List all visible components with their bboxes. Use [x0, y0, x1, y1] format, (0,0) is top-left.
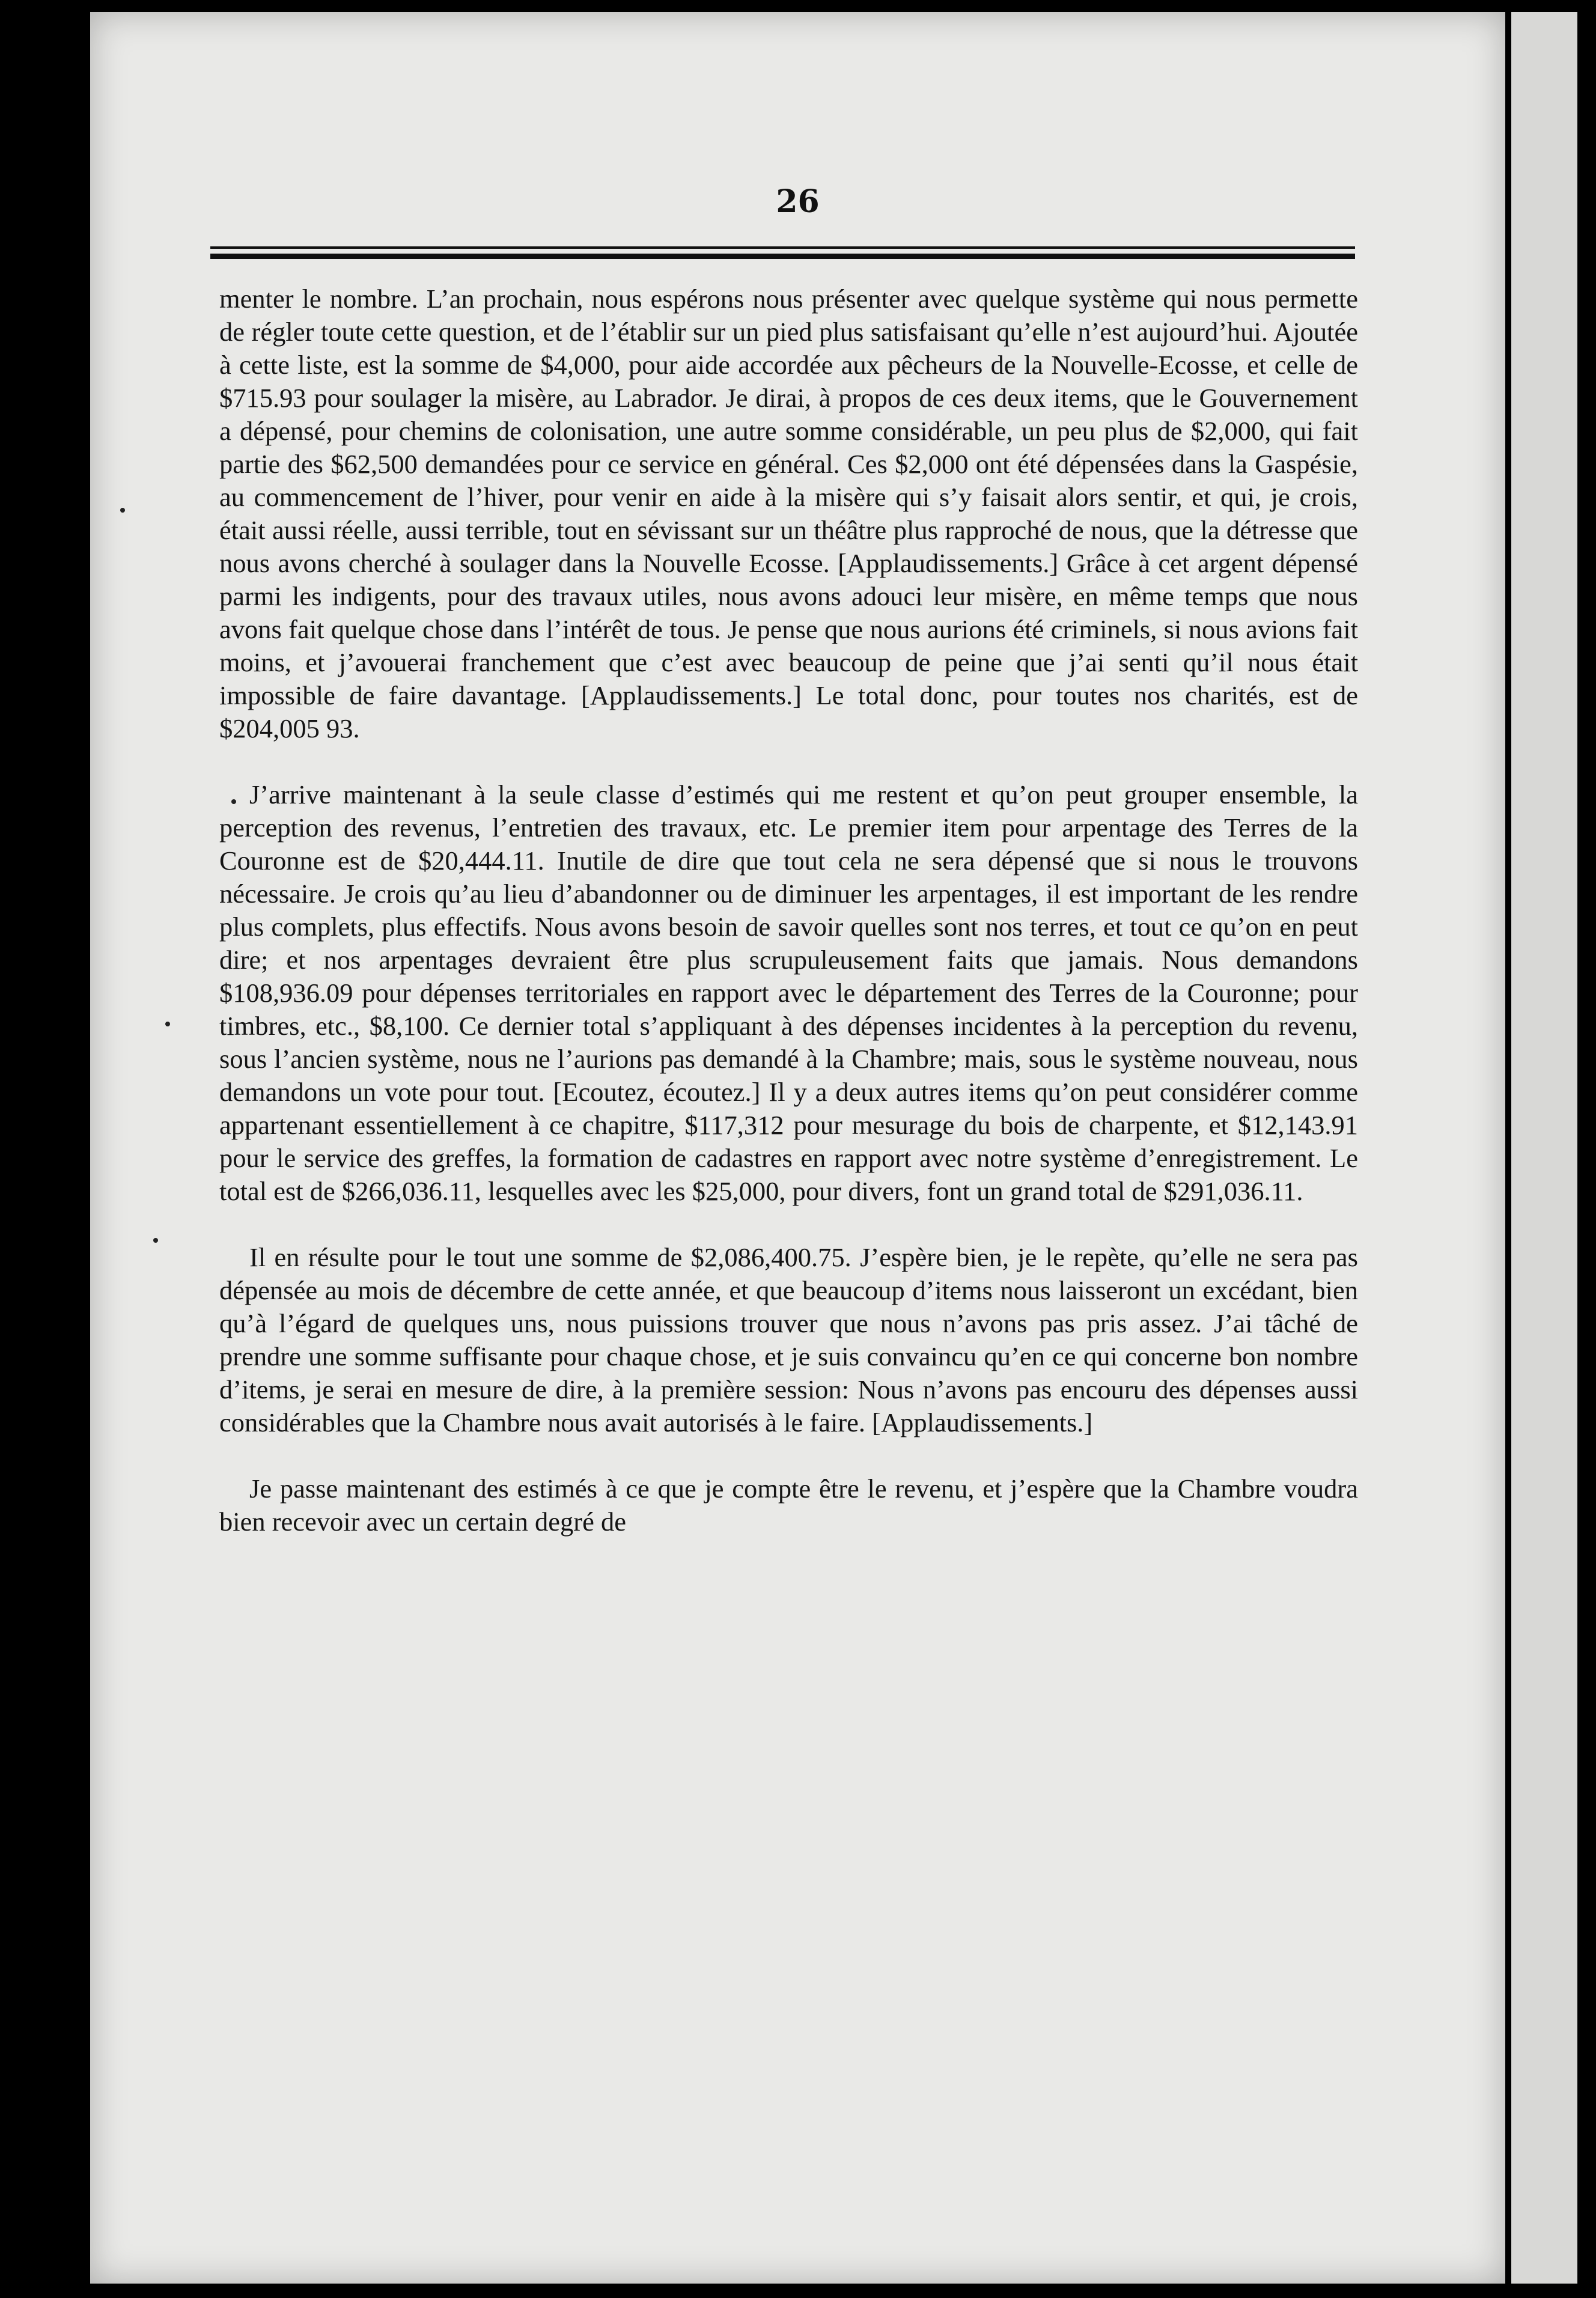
- paragraph-4: Je passe maintenant des estimés à ce que je compte être le revenu, et j’espère que la Chambre voudra bien recevoir avec un certain degré de: [219, 1474, 1358, 1537]
- scan-speck: [120, 508, 125, 513]
- adjacent-page-edge: [1511, 12, 1577, 2284]
- header-rule-thick: [210, 254, 1355, 259]
- scan-speck: [231, 799, 236, 804]
- paragraph-3: Il en résulte pour le tout une somme de $2,086,400.75. J’espère bien, je le repète, qu’elle ne sera pas dépensée au mois de décembre de cette année, et que beaucoup d’items nous laisseront un excédant, bien qu’à l’égard de quelques uns, nous puissions trouver que nous n’avons pas pris assez. J’ai tâché de prendre une somme suffisante pour chaque chose, et je suis convaincu qu’en ce qui concerne bon nombre d’items, je serai en mesure de dire, à la première session: Nous n’avons pas encouru des dépenses aussi considérables que la Chambre nous avait autorisés à le faire. [Applaudissements.]: [219, 1242, 1358, 1437]
- header-rule-thin: [210, 246, 1355, 249]
- paragraph-1: menter le nombre. L’an prochain, nous espérons nous présenter avec quelque système qui nous permette de régler toute cette question, et de l’établir sur un pied plus satisfaisant qu’elle n’est aujourd’hui. Ajoutée à cette liste, est la somme de $4,000, pour aide accordée aux pêcheurs de la Nouvelle-Ecosse, et celle de $715.93 pour soulager la misère, au Labrador. Je dirai, à propos de ces deux items, que le Gouvernement a dépensé, pour chemins de colonisation, une autre somme considérable, un peu plus de $2,000, qui fait partie des $62,500 demandées pour ce service en général. Ces $2,000 ont été dépensées dans la Gaspésie, au commencement de l’hiver, pour venir en aide à la misère qui s’y faisait alors sentir, et qui, je crois, était aussi réelle, aussi terrible, tout en sévissant sur un théâtre plus rapproché de nous, que la détresse que nous avons cherché à soulager dans la Nouvelle Ecosse. [Applaudissements.] Grâce à cet argent dépensé parmi les indigents, pour des travaux utiles, nous avons adouci leur misère, en même temps que nous avons fait quelque chose dans l’intérêt de tous. Je pense que nous aurions été criminels, si nous avions fait moins, et j’avouerai franchement que c’est avec beaucoup de peine que j’ai senti qu’il nous était impossible de faire davantage. [Applaudissements.] Le total donc, pour toutes nos charités, est de $204,005 93.: [219, 284, 1358, 743]
- page-number: 26: [776, 183, 820, 220]
- paragraph-2: J’arrive maintenant à la seule classe d’estimés qui me restent et qu’on peut grouper ensemble, la perception des revenus, l’entretien des travaux, etc. Le premier item pour arpentage des Terres de la Couronne est de $20,444.11. Inutile de dire que tout cela ne sera dépensé que si nous le trouvons nécessaire. Je crois qu’au lieu d’abandonner ou de diminuer les arpentages, il est important de les rendre plus complets, plus effectifs. Nous avons besoin de savoir quelles sont nos terres, et tout ce qu’on en peut dire; et nos arpentages devraient être plus scrupuleusement faits que jamais. Nous demandons $108,936.09 pour dépenses territoriales en rapport avec le département des Terres de la Couronne; pour timbres, etc., $8,100. Ce dernier total s’appliquant à des dépenses incidentes à la perception du revenu, sous l’ancien système, nous ne l’aurions pas demandé à la Chambre; mais, sous le système nouveau, nous demandons un vote pour tout. [Ecoutez, écoutez.] Il y a deux autres items qu’on peut considérer comme appartenant essentiellement à ce chapitre, $117,312 pour mesurage du bois de charpente, et $12,143.91 pour le service des greffes, la formation de cadastres en rapport avec notre système d’enregistrement. Le total est de $266,036.11, lesquelles avec les $25,000, pour divers, font un grand total de $291,036.11.: [219, 779, 1358, 1206]
- scan-speck: [165, 1022, 170, 1026]
- body-text: [219, 282, 1358, 1538]
- scan-speck: [153, 1238, 158, 1243]
